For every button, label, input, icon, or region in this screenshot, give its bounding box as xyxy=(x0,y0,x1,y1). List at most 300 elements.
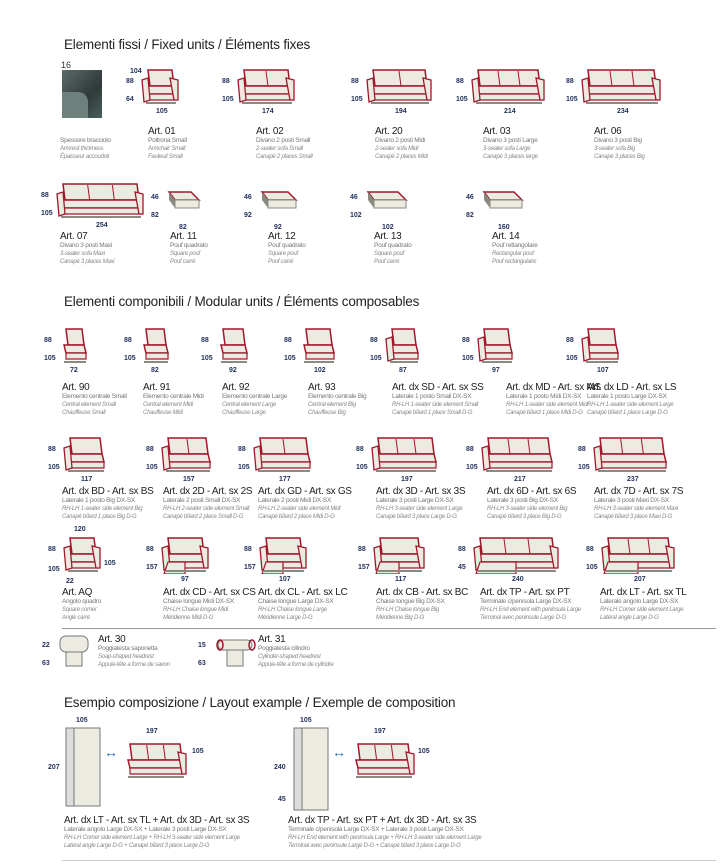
article-code: Art. dx TP - Art. sx PT + Art. dx 3D - Art. sx 3S xyxy=(288,815,477,826)
product-drawing xyxy=(580,66,662,111)
dimension-label: 104 xyxy=(130,68,142,75)
armrest-label-en: Armrest thickness xyxy=(60,146,104,152)
description-fr: Chauffeuse Small xyxy=(62,410,106,416)
description-fr: Terminal avec peninsule Large D-G + Canapé bïlard 3 place Large D-G xyxy=(288,843,461,849)
sofa-drawing xyxy=(165,182,201,222)
dimension-label: 157 xyxy=(146,564,158,571)
article-code: Art. dx CD - Art. sx CS xyxy=(163,587,256,598)
dimension-label: 82 xyxy=(151,367,159,374)
dimension-label: 22 xyxy=(66,578,74,585)
product-drawing xyxy=(258,534,308,579)
product-drawing xyxy=(365,66,433,111)
product-drawing xyxy=(592,434,670,479)
sofa-drawing xyxy=(236,66,296,106)
dimension-label: 88 xyxy=(356,446,364,453)
article-code: Art. 07 xyxy=(60,231,88,242)
dimension-label: 88 xyxy=(238,446,246,453)
article-code: Art. 90 xyxy=(62,382,90,393)
dimension-label: 88 xyxy=(146,446,154,453)
description-fr: Canapé bïlard 3 place Big D-G xyxy=(487,514,562,520)
product-drawing xyxy=(470,66,546,111)
description-it: Laterale 1 posto Large DX-SX xyxy=(587,393,667,400)
description-en: RH-LH 3-seater side element Big xyxy=(487,506,568,512)
dimension-label: 105 xyxy=(146,464,158,471)
product-drawing xyxy=(160,534,210,579)
description-en: Rectangular pouf xyxy=(492,251,534,257)
dimension-label: 82 xyxy=(179,224,187,231)
dimension-label: 105 xyxy=(48,464,60,471)
description-fr: Chauffeuse Big xyxy=(308,410,346,416)
article-code: Art. dx 7D - Art. sx 7S xyxy=(594,486,684,497)
dimension-label: 88 xyxy=(566,78,574,85)
description-fr: Pouf carré xyxy=(374,259,400,265)
description-fr: Canapé 3 places Big xyxy=(594,154,645,160)
dimension-label: 97 xyxy=(181,576,189,583)
dimension-label: 102 xyxy=(382,224,394,231)
description-en: Central element Large xyxy=(222,402,277,408)
description-fr: Canapé bïlard 1 place Small D-G xyxy=(392,410,473,416)
product-drawing xyxy=(56,630,92,675)
dimension-label: 194 xyxy=(395,108,407,115)
section-title-layout: Esempio composizione / Layout example / Exemple de composition xyxy=(64,695,456,710)
dimension-label: 92 xyxy=(244,212,252,219)
dimension-label: 102 xyxy=(350,212,362,219)
dimension-label: 88 xyxy=(222,78,230,85)
dimension-label: 63 xyxy=(198,660,206,667)
article-code: Art. 12 xyxy=(268,231,296,242)
description-it: Chaise longue Large DX-SX xyxy=(258,598,334,605)
article-code: Art. 92 xyxy=(222,382,250,393)
dimension-label: 105 xyxy=(351,96,363,103)
section-title-modular: Elementi componibili / Modular units / Éléments composables xyxy=(64,294,420,309)
dimension-label: 105 xyxy=(578,464,590,471)
description-fr: Canapé bïlard 1 place Big D-G xyxy=(62,514,137,520)
description-en: RH-LH Corner side element Large xyxy=(600,607,684,613)
article-code: Art. 14 xyxy=(492,231,520,242)
description-fr: Canapé 3 places large xyxy=(483,154,538,160)
dimension-label: 105 xyxy=(222,96,234,103)
dimension-label: 107 xyxy=(597,367,609,374)
description-fr: Canapé 2 places Small xyxy=(256,154,313,160)
dimension-label: 105 xyxy=(48,566,60,573)
product-drawing xyxy=(600,534,676,579)
sofa-drawing xyxy=(56,630,92,670)
sofa-drawing xyxy=(58,325,90,365)
sofa-drawing xyxy=(470,66,546,106)
dimension-label: 105 xyxy=(104,560,116,567)
description-it: Divano 3 posti Big xyxy=(594,137,642,144)
product-drawing xyxy=(62,534,102,579)
dimension-label: 88 xyxy=(244,546,252,553)
product-drawing xyxy=(298,325,338,370)
dimension-label: 88 xyxy=(370,337,378,344)
dimension-label: 88 xyxy=(48,546,56,553)
description-en: 2-seater sofa Small xyxy=(256,146,303,152)
dimension-label: 177 xyxy=(279,476,291,483)
description-it: Divano 2 posti Small xyxy=(256,137,311,144)
description-it: Chaise longue Midi DX-SX xyxy=(163,598,234,605)
sofa-drawing xyxy=(62,534,102,574)
article-code: Art. 11 xyxy=(170,231,197,242)
layout-corner-drawing xyxy=(64,726,104,810)
description-it: Pouf rettangolare xyxy=(492,242,538,249)
article-code: Art. 91 xyxy=(143,382,171,393)
sofa-drawing xyxy=(215,325,251,365)
product-drawing xyxy=(476,325,516,370)
dimension-label: 157 xyxy=(244,564,256,571)
dimension-label: 88 xyxy=(578,446,586,453)
description-it: Laterale angolo Large DX-SX + Laterale 3 posti Large DX-SX xyxy=(64,826,227,833)
dimension-label: 105 xyxy=(586,564,598,571)
description-en: Cylinder-shaped headrest xyxy=(258,654,321,660)
dimension-label: 105 xyxy=(201,355,213,362)
description-fr: Canapé bïlard 2 place Small D-G xyxy=(163,514,244,520)
description-it: Divano 2 posti Midi xyxy=(375,137,426,144)
layout-corner-drawing xyxy=(292,726,332,814)
description-fr: Pouf rectangulaire xyxy=(492,259,537,265)
dimension-label: 160 xyxy=(498,224,510,231)
dimension-label: 102 xyxy=(314,367,326,374)
dimension-label: 63 xyxy=(42,660,50,667)
dimension-label: 254 xyxy=(96,222,108,229)
article-code: Art. dx LT - Art. sx TL xyxy=(600,587,687,598)
article-code: Art. dx 3D - Art. sx 3S xyxy=(376,486,466,497)
product-drawing xyxy=(472,534,560,579)
sofa-drawing xyxy=(160,434,214,474)
sofa-drawing xyxy=(55,180,145,220)
divider xyxy=(62,628,716,629)
dimension-label: 88 xyxy=(126,78,134,85)
sofa-drawing xyxy=(350,740,416,780)
dimension-label: 105 xyxy=(156,108,168,115)
dimension-label: 105 xyxy=(566,96,578,103)
description-it: Divano 3 posti Large xyxy=(483,137,538,144)
dimension-label: 15 xyxy=(198,642,206,649)
description-fr: Canapé bïlard 3 place Large D-G xyxy=(376,514,457,520)
description-en: Central element Big xyxy=(308,402,356,408)
article-code: Art. 02 xyxy=(256,126,284,137)
product-drawing xyxy=(122,740,188,785)
dimension-label: 105 xyxy=(192,748,204,755)
description-fr: Angle carré xyxy=(62,615,90,621)
dimension-label: 88 xyxy=(124,337,132,344)
article-code: Art. dx SD - Art. sx SS xyxy=(392,382,484,393)
sofa-drawing xyxy=(62,434,108,474)
description-en: RH-LH Chaise longue Large xyxy=(258,607,328,613)
product-drawing xyxy=(140,66,180,111)
dimension-label: 82 xyxy=(466,212,474,219)
description-en: RH-LH 1-seater side element Big xyxy=(62,506,143,512)
dimension-label: 105 xyxy=(466,464,478,471)
dimension-label: 207 xyxy=(634,576,646,583)
description-it: Pouf quadrato xyxy=(374,242,412,249)
dimension-label: 88 xyxy=(146,546,154,553)
dimension-label: 46 xyxy=(350,194,358,201)
product-drawing xyxy=(350,740,416,785)
description-en: RH-LH 2-seater side element Small xyxy=(163,506,250,512)
sofa-drawing xyxy=(160,534,210,574)
product-drawing xyxy=(58,325,90,370)
description-fr: Appuie-tête a forme de savon xyxy=(98,662,170,668)
description-it: Elemento centrale Midi xyxy=(143,393,204,400)
sofa-drawing xyxy=(580,66,662,106)
dimension-label: 120 xyxy=(74,526,86,533)
sofa-drawing xyxy=(258,182,298,222)
dimension-label: 88 xyxy=(586,546,594,553)
dimension-label: 105 xyxy=(462,355,474,362)
product-drawing xyxy=(215,325,251,370)
dimension-label: 174 xyxy=(262,108,274,115)
description-it: Laterale 2 posti Midi DX-SX xyxy=(258,497,332,504)
description-it: Laterale 1 posto Midi DX-SX xyxy=(506,393,582,400)
sofa-drawing xyxy=(592,434,670,474)
product-drawing xyxy=(580,325,622,370)
dimension-label: 88 xyxy=(462,337,470,344)
description-it: Laterale angolo Large DX-SX xyxy=(600,598,679,605)
article-code: Art. dx TP - Art. sx PT xyxy=(480,587,570,598)
sofa-drawing xyxy=(370,434,440,474)
dimension-label: 117 xyxy=(395,576,407,583)
description-en: 3-seater sofa Big xyxy=(594,146,636,152)
product-drawing xyxy=(212,630,258,675)
dimension-label: 107 xyxy=(279,576,291,583)
dimension-label: 237 xyxy=(627,476,639,483)
dimension-label: 97 xyxy=(492,367,500,374)
description-fr: Latéral angle Large D-G xyxy=(600,615,659,621)
product-drawing xyxy=(252,434,314,479)
description-en: 3-seater sofa Large xyxy=(483,146,531,152)
sofa-drawing xyxy=(252,434,314,474)
article-code: Art. 13 xyxy=(374,231,402,242)
sofa-drawing xyxy=(258,534,308,574)
description-en: Central element Midi xyxy=(143,402,194,408)
description-fr: Canapé bïlard 1 place Large D-G xyxy=(587,410,668,416)
dimension-label: 88 xyxy=(284,337,292,344)
dimension-label: 88 xyxy=(41,192,49,199)
sofa-drawing xyxy=(372,534,426,574)
description-fr: Pouf carré xyxy=(268,259,294,265)
dimension-label: 45 xyxy=(458,564,466,571)
description-it: Poltrona Small xyxy=(148,137,187,144)
description-it: Pouf quadrato xyxy=(268,242,306,249)
sofa-drawing xyxy=(122,740,188,780)
description-en: Square corner xyxy=(62,607,97,613)
description-fr: Terminal avec peninsule Large D-G xyxy=(480,615,566,621)
dimension-label: 157 xyxy=(183,476,195,483)
dimension-label: 64 xyxy=(126,96,134,103)
dimension-label: 234 xyxy=(617,108,629,115)
dimension-label: 105 xyxy=(370,355,382,362)
product-drawing xyxy=(62,434,108,479)
description-fr: Canapé bïlard 1 place Midi D-G xyxy=(506,410,583,416)
description-it: Chaise longue Big DX-SX xyxy=(376,598,445,605)
sofa-drawing xyxy=(472,534,560,574)
dimension-label: 88 xyxy=(458,546,466,553)
dimension-label: 92 xyxy=(274,224,282,231)
description-fr: Latéral angle Large D-G + Canapé bïlard 3 place Large D-G xyxy=(64,843,210,849)
description-fr: Canapé bïlard 2 place Midi D-G xyxy=(258,514,335,520)
armrest-photo xyxy=(62,70,102,118)
article-code: Art. dx CB - Art. sx BC xyxy=(376,587,469,598)
article-code: Art. 01 xyxy=(148,126,176,137)
armrest-dim: 16 xyxy=(61,60,72,70)
description-en: Central element Small xyxy=(62,402,116,408)
product-drawing xyxy=(372,534,426,579)
sofa-drawing xyxy=(480,182,524,222)
sofa-drawing xyxy=(600,534,676,574)
dimension-label: 105 xyxy=(456,96,468,103)
article-code: Art. dx CL - Art. sx LC xyxy=(258,587,348,598)
sofa-drawing xyxy=(138,325,172,365)
description-fr: Canapé 3 places Maxi xyxy=(60,259,115,265)
description-fr: Méridienne Midi D-G xyxy=(163,615,214,621)
dimension-label: 217 xyxy=(514,476,526,483)
article-code: Art. dx MD - Art. sx MS xyxy=(506,382,601,393)
swap-arrow-icon: ↔ xyxy=(332,744,346,760)
description-fr: Appuie-tête a forme de cylindre xyxy=(258,662,334,668)
description-it: Terminale c/penisola Large DX-SX + Laterale 3 posti Large DX-SX xyxy=(288,826,464,833)
dimension-label: 88 xyxy=(351,78,359,85)
sofa-drawing xyxy=(384,325,422,365)
dimension-label: 88 xyxy=(566,337,574,344)
section-title-fixed: Elementi fissi / Fixed units / Éléments fixes xyxy=(64,37,311,52)
dimension-label: 82 xyxy=(151,212,159,219)
dimension-label: 105 xyxy=(44,355,56,362)
description-en: RH-LH Chaise longue Big xyxy=(376,607,439,613)
description-it: Laterale 3 posti Big DX-SX xyxy=(487,497,558,504)
dimension-label: 240 xyxy=(512,576,524,583)
product-drawing xyxy=(165,182,201,227)
dimension-label: 88 xyxy=(358,546,366,553)
description-en: RH-LH 3-seater side element Large xyxy=(376,506,463,512)
product-drawing xyxy=(138,325,172,370)
sofa-drawing xyxy=(480,434,556,474)
article-code: Art. dx 6D - Art. sx 6S xyxy=(487,486,577,497)
sofa-drawing xyxy=(140,66,180,106)
description-en: Square pouf xyxy=(374,251,404,257)
dimension-label: 117 xyxy=(81,476,93,483)
description-fr: Chauffeuse Large xyxy=(222,410,266,416)
dimension-label: 46 xyxy=(466,194,474,201)
dimension-label: 87 xyxy=(399,367,407,374)
dimension-label: 105 xyxy=(124,355,136,362)
dimension-label: 157 xyxy=(358,564,370,571)
description-en: 3-seater sofa Maxi xyxy=(60,251,105,257)
description-it: Laterale 3 posti Maxi DX-SX xyxy=(594,497,669,504)
description-en: RH-LH End element with peninsula Large xyxy=(480,607,581,613)
description-en: Square pouf xyxy=(268,251,298,257)
sofa-drawing xyxy=(365,66,433,106)
description-it: Angolo quadro xyxy=(62,598,102,605)
dimension-label: 88 xyxy=(456,78,464,85)
dimension-label: 88 xyxy=(201,337,209,344)
description-en: Soap-shaped headrest xyxy=(98,654,154,660)
article-code: Art. 06 xyxy=(594,126,622,137)
dimension-label: 88 xyxy=(466,446,474,453)
dimension-label: 197 xyxy=(146,728,158,735)
dimension-label: 105 xyxy=(418,748,430,755)
sofa-drawing xyxy=(580,325,622,365)
article-code: Art. 93 xyxy=(308,382,336,393)
sofa-drawing xyxy=(212,630,258,670)
description-it: Divano 3 posti Maxi xyxy=(60,242,112,249)
description-it: Laterale 2 posti Small DX-SX xyxy=(163,497,241,504)
description-it: Poggiatesta cilindro xyxy=(258,645,310,652)
dimension-label: 105 xyxy=(356,464,368,471)
article-code: Art. dx LD - Art. sx LS xyxy=(587,382,677,393)
dimension-label: 240 xyxy=(274,764,286,771)
description-en: RH-LH 1-seater side element Midi xyxy=(506,402,589,408)
armrest-label-it: Spessore bracciolo xyxy=(60,137,111,144)
dimension-label: 46 xyxy=(244,194,252,201)
armrest-label-fr: Épaisseur accoudoir xyxy=(60,154,110,160)
dimension-label: 92 xyxy=(229,367,237,374)
article-code: Art. dx LT - Art. sx TL + Art. dx 3D - Art. sx 3S xyxy=(64,815,250,826)
dimension-label: 105 xyxy=(300,717,312,724)
dimension-label: 105 xyxy=(76,717,88,724)
description-fr: Méridienne Large D-G xyxy=(258,615,313,621)
sofa-drawing xyxy=(298,325,338,365)
dimension-label: 46 xyxy=(151,194,159,201)
description-en: 2-seater sofa Midi xyxy=(375,146,419,152)
description-it: Pouf quadrato xyxy=(170,242,208,249)
dimension-label: 105 xyxy=(284,355,296,362)
description-en: RH-LH Corner side element Large + RH-LH 3-seater side element Large xyxy=(64,835,240,841)
article-code: Art. dx GD - Art. sx GS xyxy=(258,486,352,497)
description-fr: Chauffeuse Midi xyxy=(143,410,183,416)
description-it: Laterale 3 posti Large DX-SX xyxy=(376,497,454,504)
dimension-label: 207 xyxy=(48,764,60,771)
product-drawing xyxy=(364,182,408,227)
description-en: RH-LH 1-seater side element Small xyxy=(392,402,479,408)
divider xyxy=(62,860,716,861)
sofa-drawing xyxy=(364,182,408,222)
description-en: Square pouf xyxy=(170,251,200,257)
swap-arrow-icon: ↔ xyxy=(104,744,118,760)
dimension-label: 22 xyxy=(42,642,50,649)
article-code: Art. dx BD - Art. sx BS xyxy=(62,486,154,497)
dimension-label: 88 xyxy=(48,446,56,453)
description-it: Elemento centrale Big xyxy=(308,393,367,400)
description-en: RH-LH 1-seater side element Large xyxy=(587,402,674,408)
article-code: Art. 03 xyxy=(483,126,511,137)
sofa-drawing xyxy=(476,325,516,365)
description-en: RH-LH End element with peninsula Large + RH-LH 3-seater side element Large xyxy=(288,835,482,841)
product-drawing xyxy=(480,434,556,479)
dimension-label: 88 xyxy=(44,337,52,344)
description-en: RH-LH Chaise longue Midi xyxy=(163,607,229,613)
dimension-label: 105 xyxy=(41,210,53,217)
article-code: Art. 30 xyxy=(98,634,126,645)
description-fr: Canapé bïlard 3 place Maxi D-G xyxy=(594,514,673,520)
product-drawing xyxy=(55,180,145,225)
product-drawing xyxy=(236,66,296,111)
article-code: Art. 31 xyxy=(258,634,286,645)
description-it: Terminale c/penisola Large DX-SX xyxy=(480,598,572,605)
product-drawing xyxy=(258,182,298,227)
dimension-label: 72 xyxy=(70,367,78,374)
dimension-label: 105 xyxy=(238,464,250,471)
product-drawing xyxy=(480,182,524,227)
description-it: Elemento centrale Small xyxy=(62,393,127,400)
dimension-label: 45 xyxy=(278,796,286,803)
article-code: Art. 20 xyxy=(375,126,403,137)
description-it: Laterale 1 posto Small DX-SX xyxy=(392,393,472,400)
product-drawing xyxy=(384,325,422,370)
dimension-label: 214 xyxy=(504,108,516,115)
description-it: Poggiatesta saponetta xyxy=(98,645,158,652)
article-code: Art. dx 2D - Art. sx 2S xyxy=(163,486,253,497)
